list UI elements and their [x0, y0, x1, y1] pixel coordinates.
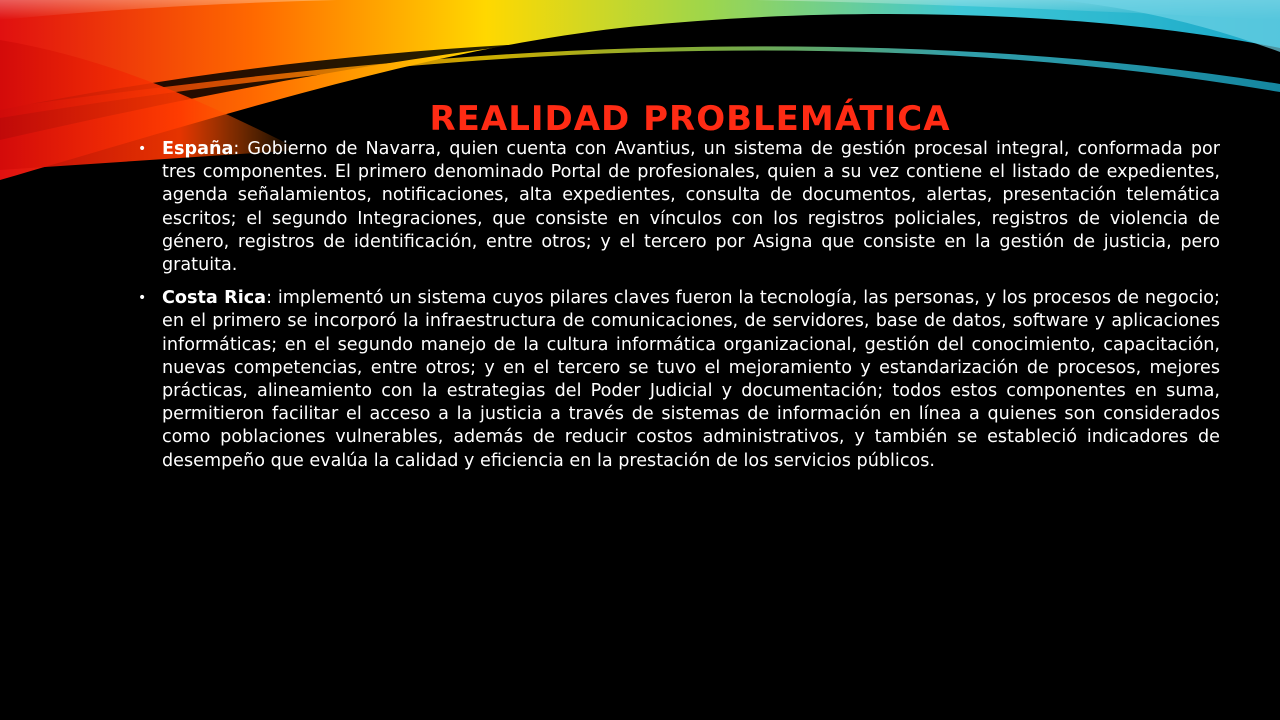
country-name: España — [162, 139, 234, 159]
item-text: : Gobierno de Navarra, quien cuenta con Avantius, un sistema de gestión procesal integral, conformada por tres componentes. El primero denominado Portal de profesionales, quien a su vez contiene el listado de expedientes, agenda señalamientos, notificaciones, alta expedientes, consulta de documentos, alertas, presentación telemática escritos; el segundo Integraciones, que consiste en vínculos con los registros policiales, registros de violencia de género, registros de identificación, entre otros; y el tercero por Asigna que consiste en la gestión de justicia, pero gratuita. — [162, 139, 1220, 276]
country-name: Costa Rica — [162, 288, 267, 309]
bullet-icon: • — [138, 290, 147, 307]
bullet-icon: • — [138, 141, 147, 157]
bullet-list — [136, 138, 1220, 483]
item-text: : implementó un sistema cuyos pilares claves fueron la tecnología, las personas, y los procesos de negocio; en el primero se incorporó la infraestructura de comunicaciones, de servidores, base de datos, software y aplicaciones informáticas; en el segundo manejo de la cultura informática organizacional, gestión del conocimiento, capacitación, nuevas competencias, entre otros; y en el tercero se tuvo el mejoramiento y estandarización de procesos, mejores prácticas, alineamiento con la estrategias del Poder Judicial y documentación; todos estos componentes en suma, permitieron facilitar el acceso a la justicia a través de sistemas de información en línea a quienes son considerados como poblaciones vulnerables, además de reducir costos administrativos, y también se estableció indicadores de desempeño que evalúa la calidad y eficiencia en la prestación de los servicios públicos. — [162, 288, 1220, 471]
slide-title: REALIDAD PROBLEMÁTICA — [429, 99, 951, 139]
list-item-costa-rica — [136, 287, 1220, 473]
list-item-spain — [136, 138, 1220, 277]
